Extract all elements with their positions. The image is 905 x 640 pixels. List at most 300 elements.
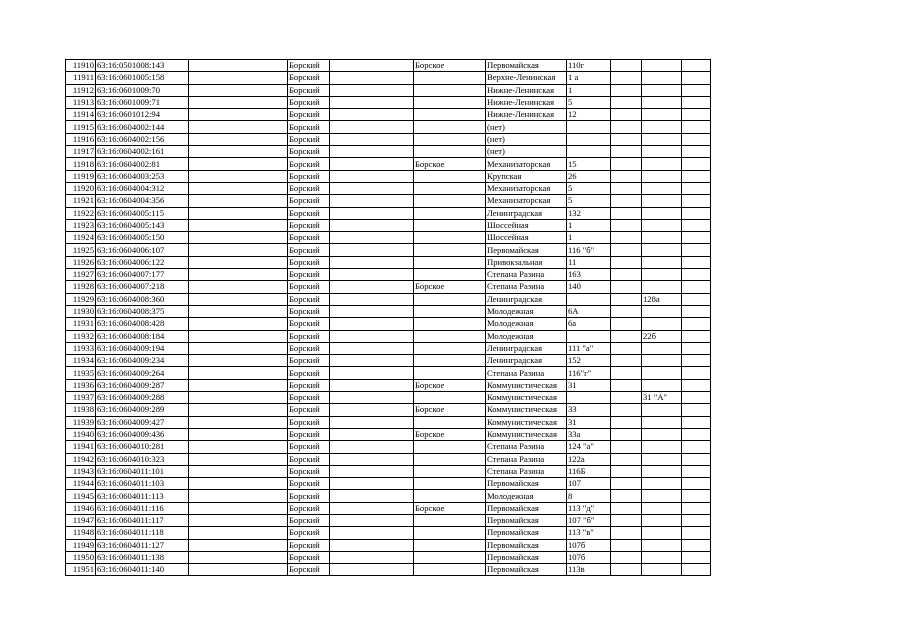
cell-empty[interactable] (611, 133, 642, 145)
cell-empty[interactable] (682, 514, 711, 526)
cell-empty[interactable] (611, 441, 642, 453)
cell-row-number[interactable]: 11939 (66, 416, 96, 428)
cell-street[interactable]: Механизаторская (486, 182, 567, 194)
cell-cadastral-number[interactable]: 63:16:0604002:144 (96, 121, 189, 133)
cell-street[interactable]: Нижне-Ленинская (486, 84, 567, 96)
cell-district[interactable]: Борский (288, 244, 330, 256)
cell-empty[interactable] (330, 355, 414, 367)
cell-settlement[interactable] (414, 170, 486, 182)
cell-district[interactable]: Борский (288, 133, 330, 145)
cell-empty[interactable] (330, 453, 414, 465)
cell-empty[interactable] (189, 318, 288, 330)
cell-house[interactable]: 5 (567, 195, 611, 207)
cell-street[interactable]: Ленинградская (486, 293, 567, 305)
cell-house[interactable]: 5 (567, 96, 611, 108)
cell-extra[interactable] (642, 342, 682, 354)
cell-empty[interactable] (682, 330, 711, 342)
cell-empty[interactable] (189, 441, 288, 453)
cell-row-number[interactable]: 11932 (66, 330, 96, 342)
cell-empty[interactable] (330, 392, 414, 404)
cell-settlement[interactable]: Борское (414, 281, 486, 293)
cell-cadastral-number[interactable]: 63:16:0604009:288 (96, 392, 189, 404)
cell-cadastral-number[interactable]: 63:16:0604005:143 (96, 219, 189, 231)
cell-settlement[interactable] (414, 182, 486, 194)
cell-empty[interactable] (330, 305, 414, 317)
cell-cadastral-number[interactable]: 63:16:0604002:161 (96, 146, 189, 158)
cell-empty[interactable] (611, 305, 642, 317)
cell-empty[interactable] (189, 502, 288, 514)
cell-empty[interactable] (189, 355, 288, 367)
cell-empty[interactable] (189, 305, 288, 317)
cell-empty[interactable] (682, 441, 711, 453)
cell-house[interactable]: 1 (567, 232, 611, 244)
cell-district[interactable]: Борский (288, 465, 330, 477)
cell-empty[interactable] (611, 146, 642, 158)
cell-empty[interactable] (682, 244, 711, 256)
cell-house[interactable]: 8 (567, 490, 611, 502)
cell-district[interactable]: Борский (288, 441, 330, 453)
cell-street[interactable]: Ленинградская (486, 207, 567, 219)
cell-empty[interactable] (189, 60, 288, 72)
cell-extra[interactable] (642, 109, 682, 121)
cell-cadastral-number[interactable]: 63:16:0604008:375 (96, 305, 189, 317)
cell-house[interactable]: 11 (567, 256, 611, 268)
cell-street[interactable]: Шоссейная (486, 219, 567, 231)
cell-house[interactable] (567, 146, 611, 158)
cell-cadastral-number[interactable]: 63:16:0604009:234 (96, 355, 189, 367)
cell-settlement[interactable] (414, 121, 486, 133)
cell-extra[interactable] (642, 539, 682, 551)
cell-cadastral-number[interactable]: 63:16:0604005:150 (96, 232, 189, 244)
cell-settlement[interactable] (414, 514, 486, 526)
cell-row-number[interactable]: 11918 (66, 158, 96, 170)
cell-row-number[interactable]: 11951 (66, 564, 96, 576)
cell-empty[interactable] (611, 428, 642, 440)
cell-extra[interactable] (642, 256, 682, 268)
cell-cadastral-number[interactable]: 63:16:0604009:436 (96, 428, 189, 440)
cell-cadastral-number[interactable]: 63:16:0604009:287 (96, 379, 189, 391)
cell-row-number[interactable]: 11916 (66, 133, 96, 145)
cell-house[interactable]: 107б (567, 551, 611, 563)
cell-street[interactable]: Шоссейная (486, 232, 567, 244)
cell-empty[interactable] (189, 96, 288, 108)
cell-settlement[interactable] (414, 133, 486, 145)
cell-cadastral-number[interactable]: 63:16:0604011:140 (96, 564, 189, 576)
cell-empty[interactable] (611, 465, 642, 477)
cell-empty[interactable] (189, 207, 288, 219)
cell-house[interactable]: 132 (567, 207, 611, 219)
cell-street[interactable]: Коммунистическая (486, 379, 567, 391)
cell-cadastral-number[interactable]: 63:16:0601005:158 (96, 72, 189, 84)
cell-settlement[interactable] (414, 84, 486, 96)
cell-street[interactable]: Первомайская (486, 551, 567, 563)
cell-empty[interactable] (330, 564, 414, 576)
cell-empty[interactable] (611, 527, 642, 539)
cell-street[interactable]: Молодежная (486, 330, 567, 342)
cell-street[interactable]: Крупская (486, 170, 567, 182)
cell-settlement[interactable] (414, 293, 486, 305)
cell-extra[interactable] (642, 60, 682, 72)
cell-extra[interactable] (642, 367, 682, 379)
cell-street[interactable]: Первомайская (486, 514, 567, 526)
cell-row-number[interactable]: 11950 (66, 551, 96, 563)
cell-empty[interactable] (682, 478, 711, 490)
cell-row-number[interactable]: 11948 (66, 527, 96, 539)
cell-cadastral-number[interactable]: 63:16:0604009:289 (96, 404, 189, 416)
cell-settlement[interactable] (414, 416, 486, 428)
cell-empty[interactable] (682, 182, 711, 194)
cell-street[interactable]: (нет) (486, 146, 567, 158)
cell-cadastral-number[interactable]: 63:16:0501008:143 (96, 60, 189, 72)
cell-empty[interactable] (189, 195, 288, 207)
cell-district[interactable]: Борский (288, 293, 330, 305)
cell-house[interactable]: 116Б (567, 465, 611, 477)
cell-house[interactable]: 33а (567, 428, 611, 440)
cell-house[interactable]: 107 (567, 478, 611, 490)
cell-street[interactable]: Степана Разина (486, 269, 567, 281)
cell-row-number[interactable]: 11934 (66, 355, 96, 367)
cell-empty[interactable] (189, 269, 288, 281)
cell-empty[interactable] (682, 453, 711, 465)
cell-extra[interactable] (642, 514, 682, 526)
cell-district[interactable]: Борский (288, 342, 330, 354)
cell-extra[interactable] (642, 355, 682, 367)
cell-empty[interactable] (611, 109, 642, 121)
cell-settlement[interactable] (414, 269, 486, 281)
cell-extra[interactable] (642, 158, 682, 170)
cell-cadastral-number[interactable]: 63:16:0604010:323 (96, 453, 189, 465)
cell-district[interactable]: Борский (288, 514, 330, 526)
cell-extra[interactable] (642, 121, 682, 133)
cell-empty[interactable] (611, 269, 642, 281)
cell-district[interactable]: Борский (288, 109, 330, 121)
cell-row-number[interactable]: 11926 (66, 256, 96, 268)
cell-empty[interactable] (611, 355, 642, 367)
cell-empty[interactable] (682, 428, 711, 440)
cell-settlement[interactable]: Борское (414, 158, 486, 170)
cell-district[interactable]: Борский (288, 379, 330, 391)
cell-cadastral-number[interactable]: 63:16:0604011:113 (96, 490, 189, 502)
cell-empty[interactable] (189, 564, 288, 576)
cell-cadastral-number[interactable]: 63:16:0604008:428 (96, 318, 189, 330)
cell-street[interactable]: Первомайская (486, 502, 567, 514)
cell-empty[interactable] (189, 478, 288, 490)
cell-street[interactable]: Механизаторская (486, 158, 567, 170)
cell-empty[interactable] (330, 146, 414, 158)
cell-house[interactable]: 31 (567, 416, 611, 428)
cell-house[interactable]: 33 (567, 404, 611, 416)
cell-extra[interactable] (642, 72, 682, 84)
cell-district[interactable]: Борский (288, 416, 330, 428)
cell-row-number[interactable]: 11943 (66, 465, 96, 477)
cell-empty[interactable] (611, 293, 642, 305)
cell-settlement[interactable] (414, 146, 486, 158)
cell-empty[interactable] (189, 182, 288, 194)
cell-street[interactable]: (нет) (486, 121, 567, 133)
cell-street[interactable]: Коммунистическая (486, 428, 567, 440)
cell-house[interactable]: 1 (567, 84, 611, 96)
cell-empty[interactable] (611, 232, 642, 244)
cell-row-number[interactable]: 11924 (66, 232, 96, 244)
cell-row-number[interactable]: 11919 (66, 170, 96, 182)
cell-settlement[interactable] (414, 305, 486, 317)
cell-empty[interactable] (682, 318, 711, 330)
cell-district[interactable]: Борский (288, 367, 330, 379)
cell-empty[interactable] (189, 539, 288, 551)
cell-street[interactable]: Ленинградская (486, 355, 567, 367)
cell-empty[interactable] (611, 84, 642, 96)
cell-extra[interactable] (642, 490, 682, 502)
cell-empty[interactable] (330, 379, 414, 391)
cell-extra[interactable] (642, 564, 682, 576)
cell-house[interactable]: 152 (567, 355, 611, 367)
cell-empty[interactable] (330, 342, 414, 354)
cell-empty[interactable] (189, 465, 288, 477)
cell-settlement[interactable] (414, 96, 486, 108)
cell-empty[interactable] (682, 207, 711, 219)
cell-settlement[interactable] (414, 318, 486, 330)
cell-extra[interactable] (642, 428, 682, 440)
cell-settlement[interactable] (414, 465, 486, 477)
cell-empty[interactable] (682, 72, 711, 84)
cell-row-number[interactable]: 11910 (66, 60, 96, 72)
cell-settlement[interactable] (414, 72, 486, 84)
cell-empty[interactable] (611, 330, 642, 342)
cell-empty[interactable] (611, 72, 642, 84)
cell-cadastral-number[interactable]: 63:16:0604002:81 (96, 158, 189, 170)
cell-settlement[interactable] (414, 392, 486, 404)
cell-street[interactable]: Молодежная (486, 490, 567, 502)
cell-house[interactable]: 5 (567, 182, 611, 194)
cell-house[interactable] (567, 330, 611, 342)
cell-row-number[interactable]: 11915 (66, 121, 96, 133)
cell-district[interactable]: Борский (288, 502, 330, 514)
cell-row-number[interactable]: 11945 (66, 490, 96, 502)
cell-empty[interactable] (682, 539, 711, 551)
cell-house[interactable]: 124 "а" (567, 441, 611, 453)
cell-empty[interactable] (682, 158, 711, 170)
cell-extra[interactable] (642, 269, 682, 281)
cell-cadastral-number[interactable]: 63:16:0604008:360 (96, 293, 189, 305)
cell-settlement[interactable] (414, 232, 486, 244)
cell-empty[interactable] (189, 490, 288, 502)
cell-empty[interactable] (611, 170, 642, 182)
cell-cadastral-number[interactable]: 63:16:0604009:264 (96, 367, 189, 379)
cell-row-number[interactable]: 11933 (66, 342, 96, 354)
cell-empty[interactable] (189, 392, 288, 404)
cell-district[interactable]: Борский (288, 428, 330, 440)
cell-street[interactable]: Степана Разина (486, 441, 567, 453)
cell-settlement[interactable] (414, 453, 486, 465)
cell-row-number[interactable]: 11917 (66, 146, 96, 158)
cell-empty[interactable] (611, 367, 642, 379)
cell-empty[interactable] (330, 441, 414, 453)
cell-empty[interactable] (611, 244, 642, 256)
cell-district[interactable]: Борский (288, 60, 330, 72)
cell-house[interactable]: 12 (567, 109, 611, 121)
cell-cadastral-number[interactable]: 63:16:0601009:71 (96, 96, 189, 108)
cell-house[interactable]: 111 "а" (567, 342, 611, 354)
cell-empty[interactable] (611, 514, 642, 526)
cell-empty[interactable] (330, 551, 414, 563)
cell-settlement[interactable] (414, 367, 486, 379)
cell-empty[interactable] (330, 170, 414, 182)
cell-extra[interactable] (642, 441, 682, 453)
cell-street[interactable]: Степана Разина (486, 465, 567, 477)
cell-extra[interactable] (642, 219, 682, 231)
cell-empty[interactable] (330, 502, 414, 514)
cell-empty[interactable] (330, 416, 414, 428)
cell-empty[interactable] (330, 256, 414, 268)
cell-district[interactable]: Борский (288, 219, 330, 231)
cell-settlement[interactable] (414, 527, 486, 539)
cell-row-number[interactable]: 11911 (66, 72, 96, 84)
cell-extra[interactable] (642, 281, 682, 293)
cell-empty[interactable] (189, 219, 288, 231)
cell-empty[interactable] (682, 109, 711, 121)
cell-empty[interactable] (611, 158, 642, 170)
cell-empty[interactable] (330, 244, 414, 256)
cell-district[interactable]: Борский (288, 527, 330, 539)
cell-district[interactable]: Борский (288, 121, 330, 133)
cell-street[interactable]: Первомайская (486, 478, 567, 490)
cell-cadastral-number[interactable]: 63:16:0604005:115 (96, 207, 189, 219)
cell-empty[interactable] (189, 244, 288, 256)
cell-empty[interactable] (682, 367, 711, 379)
cell-district[interactable]: Борский (288, 207, 330, 219)
cell-house[interactable]: 113в (567, 564, 611, 576)
cell-empty[interactable] (330, 133, 414, 145)
cell-empty[interactable] (682, 121, 711, 133)
cell-house[interactable]: 113 "в" (567, 527, 611, 539)
cell-house[interactable]: 15 (567, 158, 611, 170)
cell-empty[interactable] (330, 60, 414, 72)
cell-empty[interactable] (189, 281, 288, 293)
cell-empty[interactable] (611, 551, 642, 563)
cell-settlement[interactable]: Борское (414, 428, 486, 440)
cell-row-number[interactable]: 11940 (66, 428, 96, 440)
cell-cadastral-number[interactable]: 63:16:0604006:122 (96, 256, 189, 268)
cell-empty[interactable] (189, 367, 288, 379)
cell-empty[interactable] (611, 207, 642, 219)
cell-empty[interactable] (611, 478, 642, 490)
cell-empty[interactable] (611, 219, 642, 231)
cell-row-number[interactable]: 11947 (66, 514, 96, 526)
cell-cadastral-number[interactable]: 63:16:0601012:94 (96, 109, 189, 121)
cell-empty[interactable] (682, 342, 711, 354)
cell-extra[interactable] (642, 195, 682, 207)
cell-cadastral-number[interactable]: 63:16:0604011:118 (96, 527, 189, 539)
cell-house[interactable]: 26 (567, 170, 611, 182)
cell-district[interactable]: Борский (288, 539, 330, 551)
cell-cadastral-number[interactable]: 63:16:0604009:427 (96, 416, 189, 428)
cell-empty[interactable] (682, 195, 711, 207)
cell-street[interactable]: Нижне-Ленинская (486, 96, 567, 108)
cell-empty[interactable] (611, 490, 642, 502)
cell-empty[interactable] (189, 232, 288, 244)
cell-district[interactable]: Борский (288, 404, 330, 416)
cell-empty[interactable] (682, 404, 711, 416)
cell-district[interactable]: Борский (288, 330, 330, 342)
cell-street[interactable]: (нет) (486, 133, 567, 145)
cell-empty[interactable] (189, 256, 288, 268)
cell-empty[interactable] (189, 404, 288, 416)
cell-house[interactable]: 1 (567, 219, 611, 231)
cell-house[interactable]: 122а (567, 453, 611, 465)
cell-extra[interactable] (642, 207, 682, 219)
cell-empty[interactable] (330, 219, 414, 231)
cell-empty[interactable] (682, 60, 711, 72)
cell-empty[interactable] (611, 379, 642, 391)
cell-cadastral-number[interactable]: 63:16:0604011:127 (96, 539, 189, 551)
cell-district[interactable]: Борский (288, 72, 330, 84)
cell-empty[interactable] (189, 293, 288, 305)
cell-row-number[interactable]: 11929 (66, 293, 96, 305)
cell-cadastral-number[interactable]: 63:16:0604007:218 (96, 281, 189, 293)
cell-empty[interactable] (330, 109, 414, 121)
cell-row-number[interactable]: 11930 (66, 305, 96, 317)
cell-empty[interactable] (682, 293, 711, 305)
cell-empty[interactable] (611, 281, 642, 293)
cell-empty[interactable] (330, 465, 414, 477)
cell-settlement[interactable] (414, 564, 486, 576)
cell-district[interactable]: Борский (288, 170, 330, 182)
cell-street[interactable]: Степана Разина (486, 453, 567, 465)
cell-extra[interactable] (642, 453, 682, 465)
cell-cadastral-number[interactable]: 63:16:0604011:138 (96, 551, 189, 563)
cell-cadastral-number[interactable]: 63:16:0604004:356 (96, 195, 189, 207)
cell-house[interactable]: 116"г" (567, 367, 611, 379)
cell-empty[interactable] (682, 133, 711, 145)
cell-cadastral-number[interactable]: 63:16:0604003:253 (96, 170, 189, 182)
cell-empty[interactable] (330, 72, 414, 84)
cell-house[interactable] (567, 121, 611, 133)
cell-row-number[interactable]: 11922 (66, 207, 96, 219)
cell-street[interactable]: Коммунистическая (486, 392, 567, 404)
cell-empty[interactable] (330, 84, 414, 96)
cell-empty[interactable] (682, 269, 711, 281)
cell-district[interactable]: Борский (288, 318, 330, 330)
cell-district[interactable]: Борский (288, 96, 330, 108)
cell-extra[interactable] (642, 146, 682, 158)
cell-cadastral-number[interactable]: 63:16:0604004:312 (96, 182, 189, 194)
cell-empty[interactable] (330, 367, 414, 379)
cell-empty[interactable] (611, 404, 642, 416)
cell-district[interactable]: Борский (288, 564, 330, 576)
cell-settlement[interactable]: Борское (414, 60, 486, 72)
cell-row-number[interactable]: 11944 (66, 478, 96, 490)
cell-extra[interactable] (642, 170, 682, 182)
cell-street[interactable]: Первомайская (486, 527, 567, 539)
cell-empty[interactable] (682, 256, 711, 268)
cell-settlement[interactable] (414, 551, 486, 563)
cell-settlement[interactable] (414, 244, 486, 256)
cell-extra[interactable]: 22б (642, 330, 682, 342)
cell-extra[interactable] (642, 416, 682, 428)
cell-district[interactable]: Борский (288, 355, 330, 367)
cell-empty[interactable] (330, 539, 414, 551)
cell-cadastral-number[interactable]: 63:16:0604009:194 (96, 342, 189, 354)
cell-empty[interactable] (189, 551, 288, 563)
cell-empty[interactable] (189, 428, 288, 440)
cell-empty[interactable] (330, 158, 414, 170)
cell-empty[interactable] (611, 318, 642, 330)
cell-empty[interactable] (611, 453, 642, 465)
cell-empty[interactable] (189, 527, 288, 539)
cell-empty[interactable] (330, 182, 414, 194)
cell-settlement[interactable] (414, 207, 486, 219)
cell-extra[interactable] (642, 133, 682, 145)
